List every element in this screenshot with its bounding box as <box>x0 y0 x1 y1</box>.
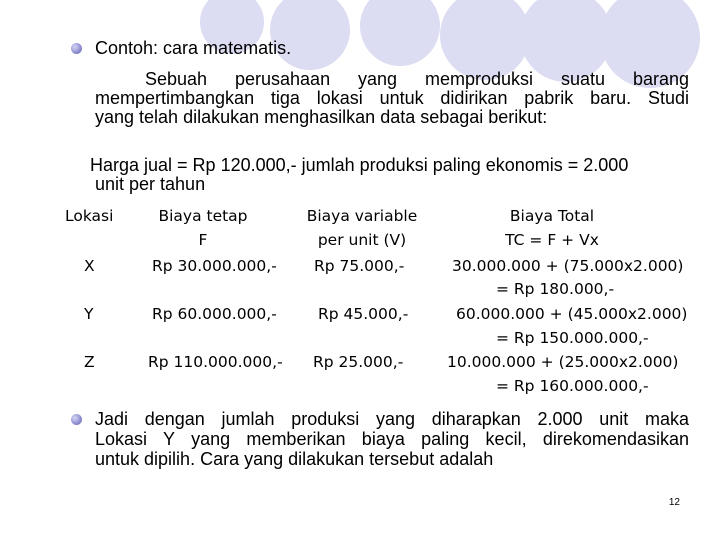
header-fixed-cost <box>148 204 258 252</box>
row-x-variable: Rp 75.000,- <box>314 257 405 275</box>
row-x-lokasi: X <box>84 257 95 275</box>
bullet-icon <box>71 414 82 425</box>
decorative-circle <box>440 0 530 80</box>
row-z-total-result: = Rp 160.000.000,- <box>496 377 649 395</box>
row-z-fixed: Rp 110.000.000,- <box>148 353 283 371</box>
header-fixed-line-1: Biaya tetap <box>158 207 248 225</box>
header-lokasi: Lokasi <box>65 207 114 225</box>
header-total-cost <box>482 204 622 252</box>
example-title: Contoh: cara matematis. <box>95 38 292 58</box>
header-variable-line-2: per unit (V) <box>317 231 407 249</box>
row-y-total-calc: 60.000.000 + (45.000x2.000) <box>456 305 688 323</box>
row-x-total-result: = Rp 180.000,- <box>496 280 615 298</box>
row-x-total-calc: 30.000.000 + (75.000x2.000) <box>452 257 684 275</box>
row-y-fixed: Rp 60.000.000,- <box>152 305 277 323</box>
row-y-total-result: = Rp 150.000.000,- <box>496 329 649 347</box>
conclusion-line-3: untuk dipilih. Cara yang dilakukan tersebut adalah <box>95 449 494 469</box>
header-variable-line-1: Biaya variable <box>306 207 418 225</box>
row-z-lokasi: Z <box>84 353 95 371</box>
given-line-2: unit per tahun <box>95 174 206 194</box>
cost-table <box>0 204 720 400</box>
row-z-variable: Rp 25.000,- <box>313 353 404 371</box>
intro-line-1: Sebuah perusahaan yang memproduksi suatu barang <box>145 69 689 89</box>
row-x-fixed: Rp 30.000.000,- <box>152 257 277 275</box>
decorative-circle <box>360 0 440 66</box>
bullet-icon <box>71 43 82 54</box>
conclusion-line-2: Lokasi Y yang memberikan biaya paling kecil, direkomendasikan <box>95 429 689 449</box>
row-y-variable: Rp 45.000,- <box>318 305 409 323</box>
given-line-1: Harga jual = Rp 120.000,- jumlah produksi paling ekonomis = 2.000 <box>90 155 629 175</box>
page-number: 12 <box>668 497 680 508</box>
row-z-total-calc: 10.000.000 + (25.000x2.000) <box>447 353 679 371</box>
header-total-line-2: TC = F + Vx <box>505 231 599 249</box>
header-total-line-1: Biaya Total <box>509 207 595 225</box>
intro-line-2: mempertimbangkan tiga lokasi untuk didirikan pabrik baru. Studi <box>95 88 689 108</box>
header-fixed-line-2: F <box>198 231 208 249</box>
row-y-lokasi: Y <box>84 305 94 323</box>
header-variable-cost <box>298 204 426 252</box>
conclusion-line-1: Jadi dengan jumlah produksi yang diharapkan 2.000 unit maka <box>95 409 689 429</box>
intro-line-3: yang telah dilakukan menghasilkan data sebagai berikut: <box>95 107 548 127</box>
decorative-circle <box>270 0 350 70</box>
